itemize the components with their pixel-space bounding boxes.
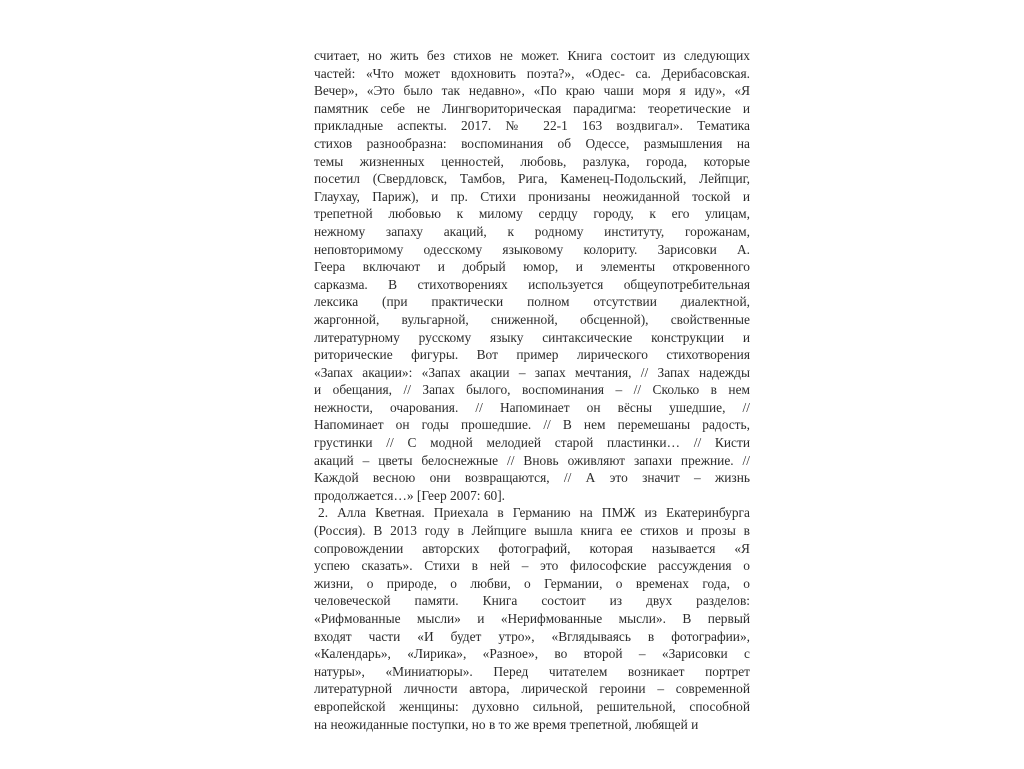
text-line: Геера включают и добрый юмор, и элементы откровенного xyxy=(314,259,750,275)
text-line: человеческой памяти. Книга состоит из двух разделов: xyxy=(314,593,750,609)
text-line: грустинки // С модной мелодией старой пластинки… // Кисти xyxy=(314,435,750,451)
text-line: неповторимому одесскому языковому колориту. Зарисовки А. xyxy=(314,241,750,257)
text-line: «Запах акации»: «Запах акации – запах мечтания, // Запах надежды xyxy=(314,364,750,380)
text-line: входят части «И будет утро», «Вглядываясь в фотографии», xyxy=(314,628,750,644)
text-line: акаций – цветы белоснежные // Вновь оживляют запахи прежние. // xyxy=(314,452,750,468)
text-line: трепетной любовью к милому сердцу городу, к его улицам, xyxy=(314,206,750,222)
text-line: Каждой весною они возвращаются, // А это значит – жизнь xyxy=(314,470,750,486)
text-line: памятник себе не Лингвориторическая парадигма: теоретические и xyxy=(314,100,750,116)
text-line: нежному запаху акаций, к родному институту, горожанам, xyxy=(314,223,750,239)
text-line: литературному русскому языку синтаксические конструкции и xyxy=(314,329,750,345)
text-line: частей: «Что может вдохновить поэта?», «Одес- са. Дерибасовская. xyxy=(314,65,750,81)
text-line: европейской женщины: духовно сильной, решительной, способной xyxy=(314,698,750,714)
text-line: (Россия). В 2013 году в Лейпциге вышла книга ее стихов и прозы в xyxy=(314,523,750,539)
text-line: сарказма. В стихотворениях используется общеупотребительная xyxy=(314,276,750,292)
text-line: прикладные аспекты. 2017. № 22-1 163 воздвигал». Тематика xyxy=(314,118,750,134)
text-line: считает, но жить без стихов не может. Книга состоит из следующих xyxy=(314,48,750,63)
text-line: и обещания, // Запах былого, воспоминания – // Сколько в нем xyxy=(314,382,750,398)
text-line: «Рифмованные мысли» и «Нерифмованные мысли». В первый xyxy=(314,611,750,626)
body-text xyxy=(314,47,750,733)
text-line: сопровождении авторских фотографий, которая называется «Я xyxy=(314,540,750,556)
text-line: стихов разнообразна: воспоминания об Одессе, размышления на xyxy=(314,135,750,151)
text-line: посетил (Свердловск, Тамбов, Рига, Каменец-Подольский, Лейпциг, xyxy=(314,171,750,187)
text-line: Глаухау, Париж), и пр. Стихи пронизаны неожиданной тоской и xyxy=(314,188,750,204)
text-line: продолжается…» [Геер 2007: 60]. xyxy=(314,487,506,503)
text-line: успею сказать». Стихи в ней – это философские рассуждения о xyxy=(314,558,750,574)
text-line: нежности, очарования. // Напоминает он вёсны ушедшие, // xyxy=(314,399,750,415)
text-line: 2. Алла Кветная. Приехала в Германию на ПМЖ из Екатеринбурга xyxy=(318,505,750,521)
text-line: натуры», «Миниатюры». Перед читателем возникает портрет xyxy=(314,663,750,679)
text-line: Напоминает он годы прошедшие. // В нем перемешаны радость, xyxy=(314,417,750,433)
text-line: жизни, о природе, о любви, о Германии, о временах года, о xyxy=(314,575,750,591)
text-line: риторические фигуры. Вот пример лирического стихотворения xyxy=(314,347,750,363)
text-line: «Календарь», «Лирика», «Разное», во второй – «Зарисовки с xyxy=(314,646,750,662)
text-line: Вечер», «Это было так недавно», «По краю чаши моря я иду», «Я xyxy=(314,83,750,99)
text-line: жаргонной, вульгарной, сниженной, обсценной), свойственные xyxy=(314,311,750,327)
text-line: темы жизненных ценностей, любовь, разлука, города, которые xyxy=(314,153,750,169)
text-line: литературной личности автора, лирической героини – современной xyxy=(314,681,750,697)
text-line: на неожиданные поступки, но в то же время трепетной, любящей и xyxy=(314,716,699,732)
text-line: лексика (при практически полном отсутствии диалектной, xyxy=(314,294,750,310)
